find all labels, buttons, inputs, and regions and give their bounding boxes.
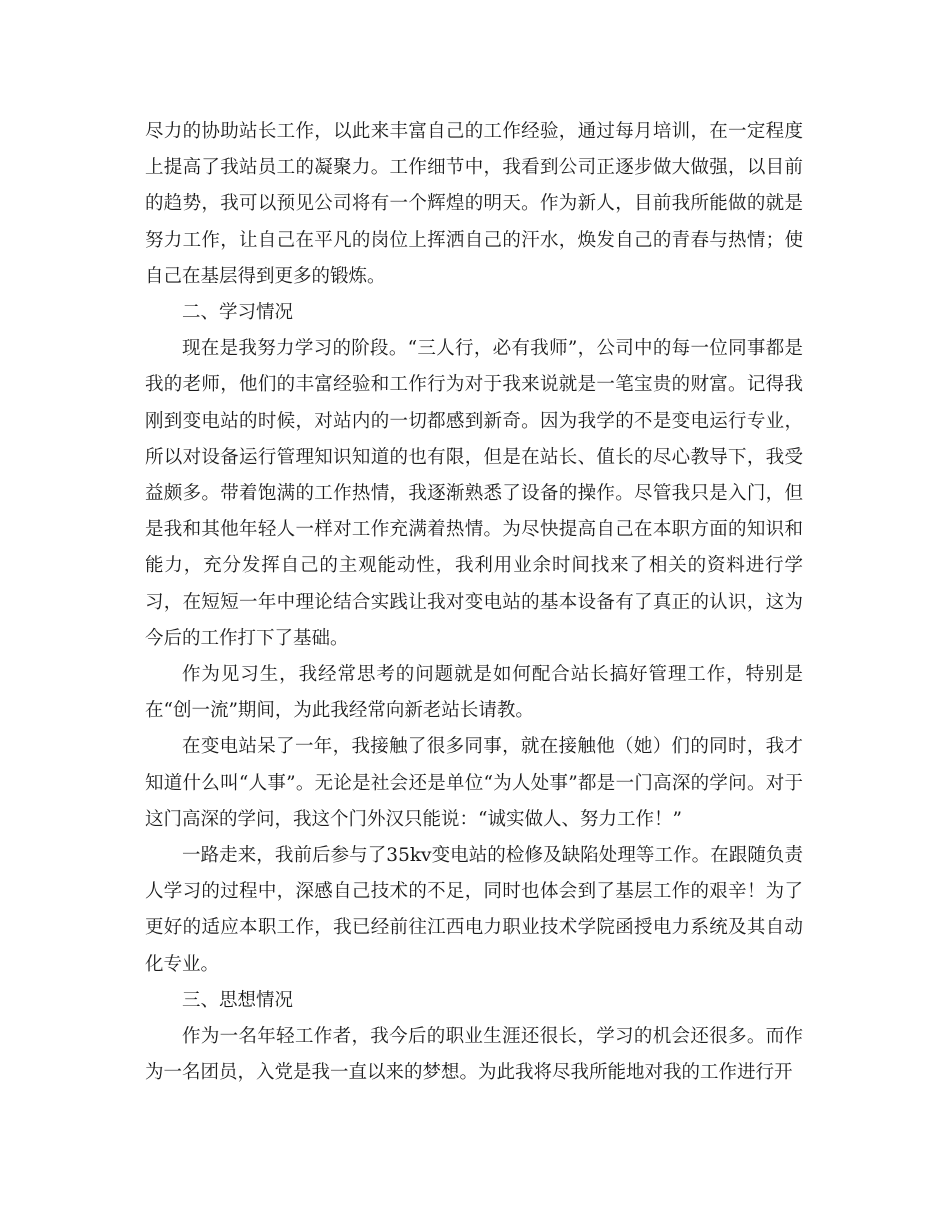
section-heading-study: 二、学习情况 [182,302,294,324]
paragraph-trainee-reflection: 作为见习生，我经常思考的问题就是如何配合站长搞好管理工作，特别是在“创一流”期间，为此我经常向新老站长请教。 [145,664,803,722]
document-body [145,114,803,1091]
paragraph-career-outlook: 作为一名年轻工作者，我今后的职业生涯还很长，学习的机会还很多。而作为一名团员，入党是我一直以来的梦想。为此我将尽我所能地对我的工作进行开 [145,1026,803,1084]
paragraph-study-overview: 现在是我努力学习的阶段。“三人行，必有我师”，公司中的每一位同事都是我的老师，他们的丰富经验和工作行为对于我来说就是一笔宝贵的财富。记得我刚到变电站的时候，对站内的一切都感到新奇。因为我学的不是变电运行专业，所以对设备运行管理知识知道的也有限，但是在站长、值长的尽心教导下，我受益颇多。带着饱满的工作热情，我逐渐熟悉了设备的操作。尽管我只是入门，但是我和其他年轻人一样对工作充满着热情。为尽快提高自己在本职方面的知识和能力，充分发挥自己的主观能动性，我利用业余时间找来了相关的资料进行学习，在短短一年中理论结合实践让我对变电站的基本设备有了真正的认识，这为今后的工作打下了基础。 [145,338,803,649]
paragraph-continuation: 尽力的协助站长工作，以此来丰富自己的工作经验，通过每月培训，在一定程度上提高了我站员工的凝聚力。工作细节中，我看到公司正逐步做大做强，以目前的趋势，我可以预见公司将有一个辉煌的明天。作为新人，目前我所能做的就是努力工作，让自己在平凡的岗位上挥洒自己的汗水，焕发自己的青春与热情；使自己在基层得到更多的锻炼。 [145,121,803,287]
paragraph-maintenance-work: 一路走来，我前后参与了35kv变电站的检修及缺陷处理等工作。在跟随负责人学习的过程中，深感自己技术的不足，同时也体会到了基层工作的艰辛！为了更好的适应本职工作，我已经前往江西电力职业技术学院函授电力系统及其自动化专业。 [145,845,803,975]
paragraph-personnel-affairs: 在变电站呆了一年，我接触了很多同事，就在接触他（她）们的同时，我才知道什么叫“人事”。无论是社会还是单位“为人处事”都是一门高深的学问。对于这门高深的学问，我这个门外汉只能说：“诚实做人、努力工作！” [145,736,803,830]
section-heading-thought: 三、思想情况 [182,989,294,1011]
